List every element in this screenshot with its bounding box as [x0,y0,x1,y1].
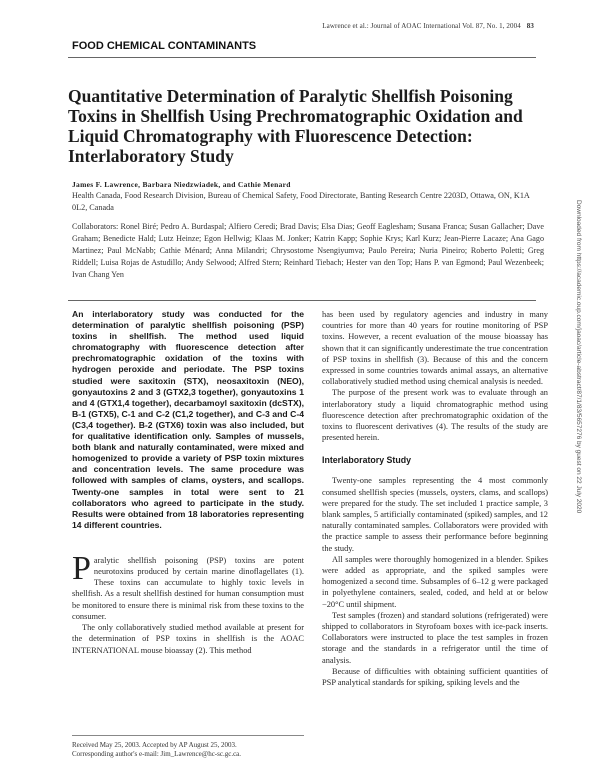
affiliation: Health Canada, Food Research Division, Bureau of Chemical Safety, Food Directorate, Banting Research Centre 2203D, Ottawa, ON, K1A 0L2, Canada [72,191,530,212]
footnote-email: Corresponding author's e-mail: Jim_Lawrence@hc-sc.gc.ca. [72,750,242,758]
left-column [72,309,304,656]
authors: James F. Lawrence, Barbara Niedzwiadek, and Cathie Menard [72,180,291,189]
download-notice [570,200,582,580]
collaborators: Collaborators: Ronel Biré; Pedro A. Burdaspal; Alfiero Ceredi; Brad Davis; Elsa Dias; Geoff Eaglesham; Susana Franca; Susan Gallacher; Dave Graham; Benedicte Hald; Lutz Heinze; Egon Hellwig; Klaas M. Jonker; Katrin Kapp; Sophie Krys; Karl Kurz; Jean-Pierre Lacaze; Ana Gago Martinez; Paul McNabb; Cathie Ménard; Anna Milandri; Chrysostome Nsengiyumva; Paulo Pereira; Nuria Pineiro; Roberto Poletti; Greg Riddell; Luisa Rojas de Astudillo; Andy Selwood; Alfred Stern; Reinhard Tiebach; Hester van den Top; Hans P. van Egmond; Paul Wezenbeek; Ivan Chang Yen [72,222,544,279]
running-head [322,22,534,30]
abstract: An interlaboratory study was conducted for the determination of paralytic shellfish poisoning (PSP) toxins in shellfish. The method used liquid chromatography with fluorescence detection after prechromatographic oxidation of the toxins with hydrogen peroxide and periodate. The PSP toxins studied were saxitoxin (STX), neosaxitoxin (NEO), gonyautoxins 2 and 3 (GTX2,3 together), gonyautoxins 1 and 4 (GTX1,4 together), decarbamoyl saxitoxin (dcSTX), B-1 (GTX5), C-1 and C-2 (C1,2 together), and C-3 and C-4 (C3,4 together). B-2 (GTX6) toxin was also included, but for qualitative identification only. Samples of mussels, both blank and naturally contaminated, were mixed and homogenized to provide a variety of PSP toxin mixtures and concentration levels. The same procedure was followed with samples of clams, oysters, and scallops. Twenty-one samples in total were sent to 21 collaborators who agreed to participate in the study. Results were obtained from 18 laboratories representing 14 different countries. [72,309,304,530]
page-number: 83 [526,22,534,30]
article-title: Quantitative Determination of Paralytic Shellfish Poisoning Toxins in Shellfish Using Prechromatographic Oxidation and Liquid Chromatography with Fluorescence Detection: Interlaboratory Study [68,86,523,166]
download-notice-text: Downloaded from https://academic.oup.com/jaoac/article-abstract/87/1/83/5657276 by guest on 22 July 2020 [575,200,582,514]
divider-top [68,57,536,58]
right-paragraph-3: Twenty-one samples representing the 4 most commonly consumed shellfish species (mussels, oysters, clams, and scallops) were prepared for the study. The set included 1 practice sample, 3 blank samples, 5 artificially contaminated (spiked) samples, and 12 naturally contaminated samples. Collaborators were provided with the practice sample to assess their performance before beginning the study. [322,476,548,553]
intro-paragraph-1 [72,549,304,622]
running-head-text: Lawrence et al.: Journal of AOAC International Vol. 87, No. 1, 2004 [322,22,521,30]
section-heading: Interlaboratory Study [322,455,411,466]
footnote [72,735,304,759]
right-paragraph-5: Test samples (frozen) and standard solutions (refrigerated) were shipped to collaborators in Styrofoam boxes with ice-pack inserts. Collaborators were instructed to place the test samples in frozen storage and the standards in a refrigerator until the time of analysis. [322,610,548,665]
section-label: FOOD CHEMICAL CONTAMINANTS [72,40,257,52]
intro-paragraph-1-text: aralytic shellfish poisoning (PSP) toxins are potent neurotoxins produced by certain marine dinoflagellates (1). These toxins can accumulate to highly toxic levels in shellfish. As a result shellfish destined for human consumption must be monitored to ensure there is minimal risk from these toxins to the consumer. [72,555,304,621]
right-paragraph-1: has been used by regulatory agencies and industry in many countries for more than 40 years for routine monitoring of PSP toxins. However, a recent evaluation of the mouse bioassay has shown that it can significantly underestimate the true concentration of PSP toxins in shellfish (3). Because of this and the concern expressed in some countries towards animal assays, an alternative collaboratively studied method using chemical analysis is needed. [322,310,548,387]
right-paragraph-6: Because of difficulties with obtaining sufficient quantities of PSP analytical standards for spiking, spiking levels and the [322,666,548,688]
divider-middle [68,300,536,301]
intro-paragraph-2: The only collaboratively studied method available at present for the determination of PSP toxins in shellfish is the AOAC INTERNATIONAL mouse bioassay (2). This method [72,623,304,655]
right-column [322,309,548,688]
right-paragraph-4: All samples were thoroughly homogenized in a blender. Spikes were added as appropriate, and the spiked samples were homogenized a second time. Subsamples of 6–12 g were packaged in polyethylene containers, sealed, coded, and held at or below −20°C until shipment. [322,554,548,609]
footnote-received: Received May 25, 2003. Accepted by AP August 25, 2003. [72,741,237,749]
drop-cap: P [72,549,91,587]
right-paragraph-2: The purpose of the present work was to evaluate through an interlaboratory study a liquid chromatographic method using fluorescence detection after prechromatographic oxidation of the toxins to fluorescent derivatives (4). The results of the study are presented herein. [322,388,548,443]
